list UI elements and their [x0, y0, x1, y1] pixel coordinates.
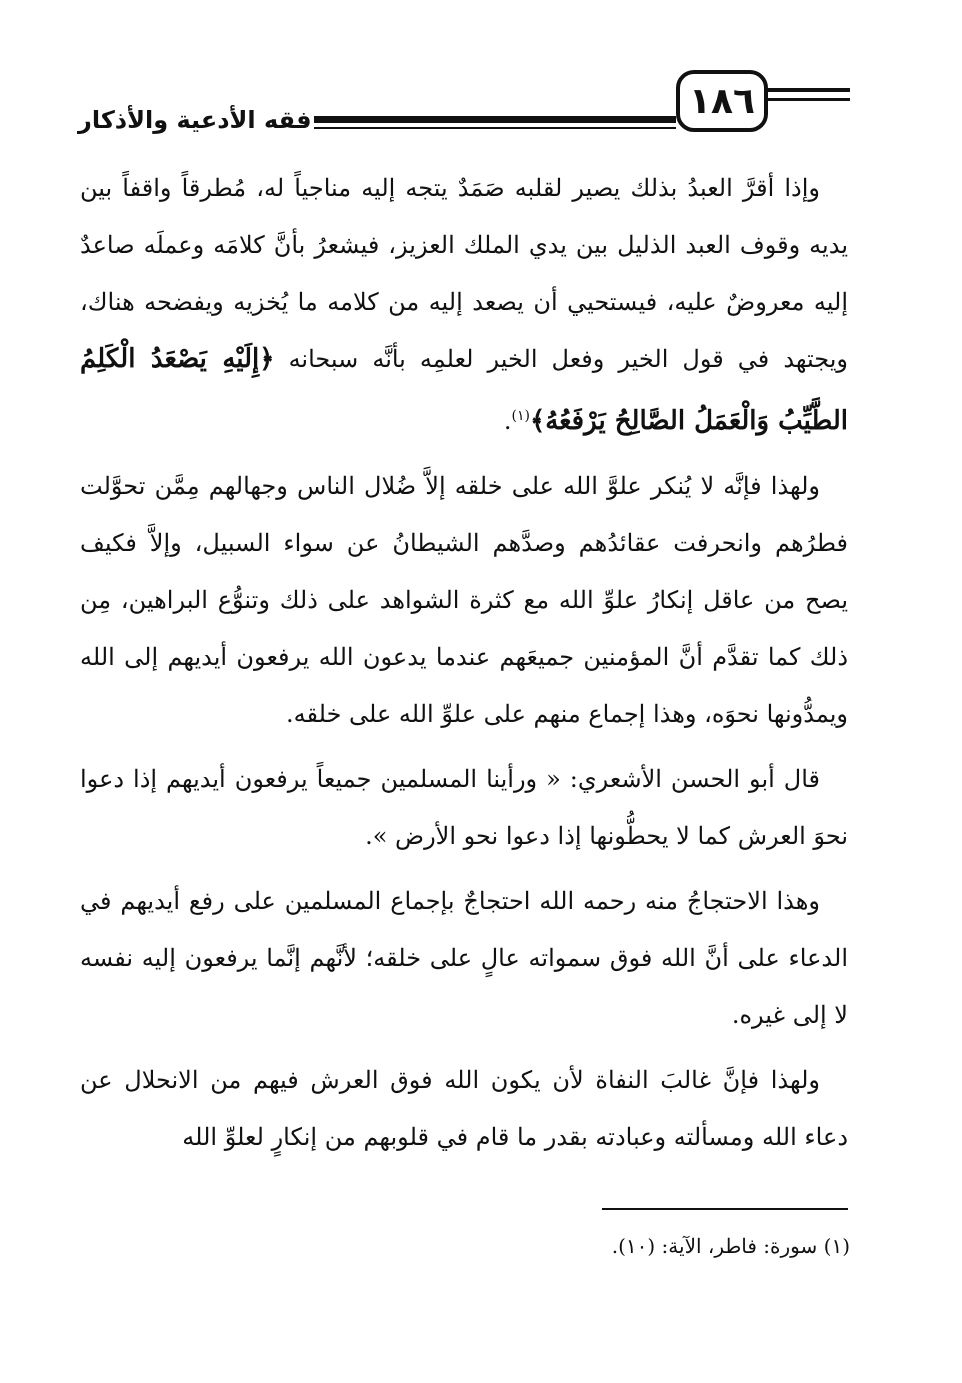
- paragraph-1-text: وإذا أقرَّ العبدُ بذلك يصير لقلبه صَمَدٌ يتجه إليه مناجياً له، مُطرقاً واقفاً بين يديه وقوف العبد الذليل بين يدي الملك العزيز، فيشعرُ بأنَّ كلامَه وعملَه صاعدٌ إليه معروضٌ عليه، فيستحيي أن يصعد إليه من كلامه ما يُخزيه ويفضحه هناك، ويجتهد في قول الخير وفعل الخير لعلمِه بأنَّه سبحانه: [80, 174, 848, 373]
- page-number: ١٨٦: [676, 70, 768, 132]
- footnote-separator: [602, 1208, 848, 1210]
- footnote-reference: (١): [511, 408, 530, 424]
- page-header: [78, 68, 850, 148]
- header-rule-left: [314, 116, 676, 123]
- paragraph-1-end: .: [503, 407, 512, 435]
- body-text: [80, 160, 848, 1174]
- book-title: فقه الأدعية والأذكار: [78, 106, 312, 134]
- footnote: (١) سورة: فاطر، الآية: (١٠).: [611, 1234, 850, 1258]
- paragraph-3: قال أبو الحسن الأشعري: « ورأينا المسلمين جميعاً يرفعون أيديهم إذا دعوا نحوَ العرش كما لا يحطُّونها إذا دعوا نحو الأرض ».: [80, 765, 848, 850]
- paragraph-5: ولهذا فإنَّ غالبَ النفاة لأن يكون الله فوق العرش فيهم من الانحلال عن دعاء الله ومسألته وعبادته بقدر ما قام في قلوبهم من إنكارٍ لعلوِّ الله: [80, 1066, 848, 1151]
- quran-verse: ﴿إِلَيْهِ يَصْعَدُ الْكَلِمُ الطَّيِّبُ وَالْعَمَلُ الصَّالِحُ يَرْفَعُهُ﴾: [80, 344, 848, 436]
- header-rule-right: [768, 88, 850, 92]
- paragraph-2: ولهذا فإنَّه لا يُنكر علوَّ الله على خلقه إلاَّ ضُلال الناس وجهالهم مِمَّن تحوَّلت فطرُهم وانحرفت عقائدُهم وصدَّهم الشيطانُ عن سواء السبيل، وإلاَّ فكيف يصح من عاقل إنكارُ علوِّ الله مع كثرة الشواهد على ذلك وتنوُّع البراهين، مِن ذلك كما تقدَّم أنَّ المؤمنين جميعَهم عندما يدعون الله يرفعون أيديهم إلى الله ويمدُّونها نحوَه، وهذا إجماع منهم على علوِّ الله على خلقه.: [80, 472, 849, 728]
- paragraph-4: وهذا الاحتجاجُ منه رحمه الله احتجاجٌ بإجماع المسلمين على رفع أيديهم في الدعاء على أنَّ الله فوق سمواته عالٍ على خلقه؛ لأنَّهم إنَّما يرفعون إليه نفسه لا إلى غيره.: [80, 887, 848, 1029]
- header-rule-right-lower: [768, 98, 850, 101]
- paragraph-1: [80, 160, 848, 450]
